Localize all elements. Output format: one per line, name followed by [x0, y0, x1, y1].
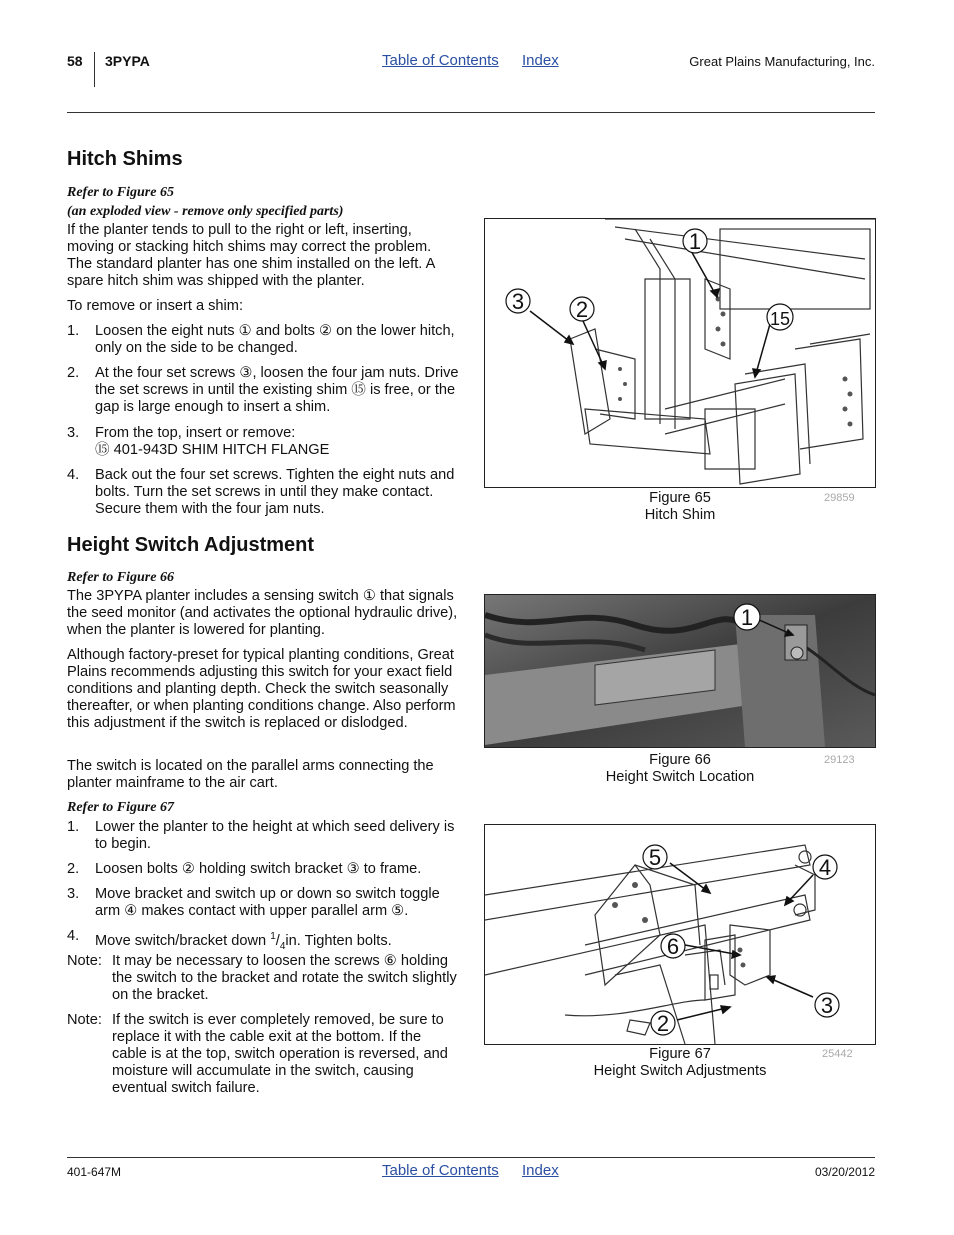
step-number: 2. — [67, 861, 80, 877]
height-paragraph-2: Although factory-preset for typical planting conditions, Great Plains recommends adjusting this switch for your exact field conditions and planting depth. Check the switch seasonally thereafter, or when planting conditions change. Also perform this adjustment if the switch is replaced or dislodged. — [67, 647, 456, 731]
step-number: 1. — [67, 323, 80, 339]
figure-67-number: 25442 — [822, 1048, 853, 1060]
height-step: 4. Move switch/bracket down $^1/_4in$. Tighten bolts. — [67, 928, 392, 952]
hitch-shim-drawing — [485, 219, 875, 487]
hitch-step — [67, 425, 459, 459]
step-text: Move switch/bracket down — [95, 932, 271, 949]
callout-1: 1 — [688, 229, 702, 254]
figure-67-caption — [560, 1046, 800, 1080]
figure-ref-66: Refer to Figure 66 — [67, 570, 174, 585]
step-number: 4. — [67, 467, 80, 483]
step-text: From the top, insert or remove: — [95, 425, 296, 441]
footer-toc-link[interactable]: Table of Contents — [382, 1162, 499, 1179]
callout-3: 3 — [820, 993, 834, 1018]
step-number: 1. — [67, 819, 80, 835]
step-text-tail: in. Tighten bolts. — [285, 932, 392, 949]
callout-1: 1 — [740, 605, 754, 630]
figure-67-image — [484, 824, 876, 1045]
figure-label: Figure 67 — [649, 1046, 711, 1062]
step-text: Loosen the eight nuts ① and bolts ② on the lower hitch, only on the side to be changed. — [95, 323, 455, 356]
step-number: 2. — [67, 365, 80, 381]
note-label: Note: — [67, 953, 102, 969]
figure-ref-65: Refer to Figure 65 — [67, 185, 174, 200]
note — [67, 953, 459, 1004]
section-title-height-switch: Height Switch Adjustment — [67, 534, 315, 556]
step-text: Loosen bolts ② holding switch bracket ③ to frame. — [95, 861, 422, 877]
figure-65-number: 29859 — [824, 492, 855, 504]
figure-label: Figure 65 — [649, 490, 711, 506]
note-text: If the switch is ever completely removed, be sure to replace it with the cable exit at the bottom. If the cable is at the top, switch operation is reversed, and moisture will accumulate in the switch, causing eventual switch failure. — [112, 1012, 448, 1096]
figure-65-image — [484, 218, 876, 488]
section-title-hitch-shims: Hitch Shims — [67, 148, 183, 170]
figure-ref-67: Refer to Figure 67 — [67, 800, 174, 815]
fraction-numerator: 1 — [270, 931, 276, 942]
hitch-paragraph-2: To remove or insert a shim: — [67, 298, 243, 314]
company-name: Great Plains Manufacturing, Inc. — [689, 54, 875, 69]
step-text: At the four set screws ③, loosen the four jam nuts. Drive the set screws in until the existing shim ⑮ is free, or the gap is large enough to insert a shim. — [95, 365, 459, 415]
height-paragraph-1: The 3PYPA planter includes a sensing switch ① that signals the seed monitor (and activates the optional hydraulic drive), when the planter is lowered for planting. — [67, 588, 458, 638]
step-text: Move bracket and switch up or down so switch toggle arm ④ makes contact with upper parallel arm ⑤. — [95, 886, 440, 919]
height-step — [67, 819, 459, 853]
toc-link[interactable]: Table of Contents — [382, 52, 499, 69]
figure-65-caption — [560, 490, 800, 524]
figure-title: Hitch Shim — [644, 507, 716, 523]
height-step — [67, 861, 459, 878]
callout-5: 5 — [648, 845, 662, 870]
step-text: Lower the planter to the height at which seed delivery is to begin. — [95, 819, 455, 852]
figure-ref-note: (an exploded view - remove only specified parts) — [67, 204, 344, 219]
header-rule — [67, 112, 875, 113]
height-switch-photo — [485, 595, 875, 747]
note — [67, 1012, 459, 1097]
doc-number: 401-647M — [67, 1165, 122, 1179]
callout-4: 4 — [818, 855, 832, 880]
footer-rule — [67, 1157, 875, 1158]
footer-date: 03/20/2012 — [814, 1165, 875, 1179]
callout-2: 2 — [656, 1011, 670, 1036]
step-number: 3. — [67, 886, 80, 902]
figure-66-image — [484, 594, 876, 748]
callout-2: 2 — [575, 297, 589, 322]
header-divider — [94, 52, 95, 87]
hitch-step — [67, 467, 459, 518]
callout-15: 15 — [769, 309, 791, 329]
step-text: Back out the four set screws. Tighten the eight nuts and bolts. Turn the set screws in until they make contact. Secure them with the four jam nuts. — [95, 467, 455, 517]
figure-66-caption — [560, 752, 800, 786]
figure-title: Height Switch Location — [605, 769, 755, 785]
step-part-line: ⑮ 401-943D SHIM HITCH FLANGE — [95, 442, 330, 458]
step-number: 3. — [67, 425, 80, 441]
step-number: 4. — [67, 928, 80, 944]
figure-title: Height Switch Adjustments — [593, 1063, 767, 1079]
page-number: 58 — [67, 53, 83, 69]
height-switch-adjustments-drawing — [485, 825, 875, 1044]
note-label: Note: — [67, 1012, 102, 1028]
callout-3: 3 — [511, 289, 525, 314]
height-paragraph-3: The switch is located on the parallel arms connecting the planter mainframe to the air cart. — [67, 758, 434, 791]
model-name: 3PYPA — [105, 53, 150, 69]
fraction-denominator: 4 — [279, 940, 286, 952]
hitch-step — [67, 323, 459, 357]
hitch-step — [67, 365, 459, 416]
index-link[interactable]: Index — [522, 52, 559, 69]
callout-6: 6 — [666, 934, 680, 959]
note-text: It may be necessary to loosen the screws ⑥ holding the switch to the bracket and rotate the switch slightly on the bracket. — [112, 953, 457, 1003]
figure-label: Figure 66 — [649, 752, 711, 768]
height-step — [67, 886, 459, 920]
hitch-paragraph-1: If the planter tends to pull to the right or left, inserting, moving or stacking hitch shims may correct the problem. The standard planter has one shim installed on the left. A spare hitch shim was shipped with the planter. — [67, 222, 435, 289]
footer-index-link[interactable]: Index — [522, 1162, 559, 1179]
figure-66-number: 29123 — [824, 754, 855, 766]
